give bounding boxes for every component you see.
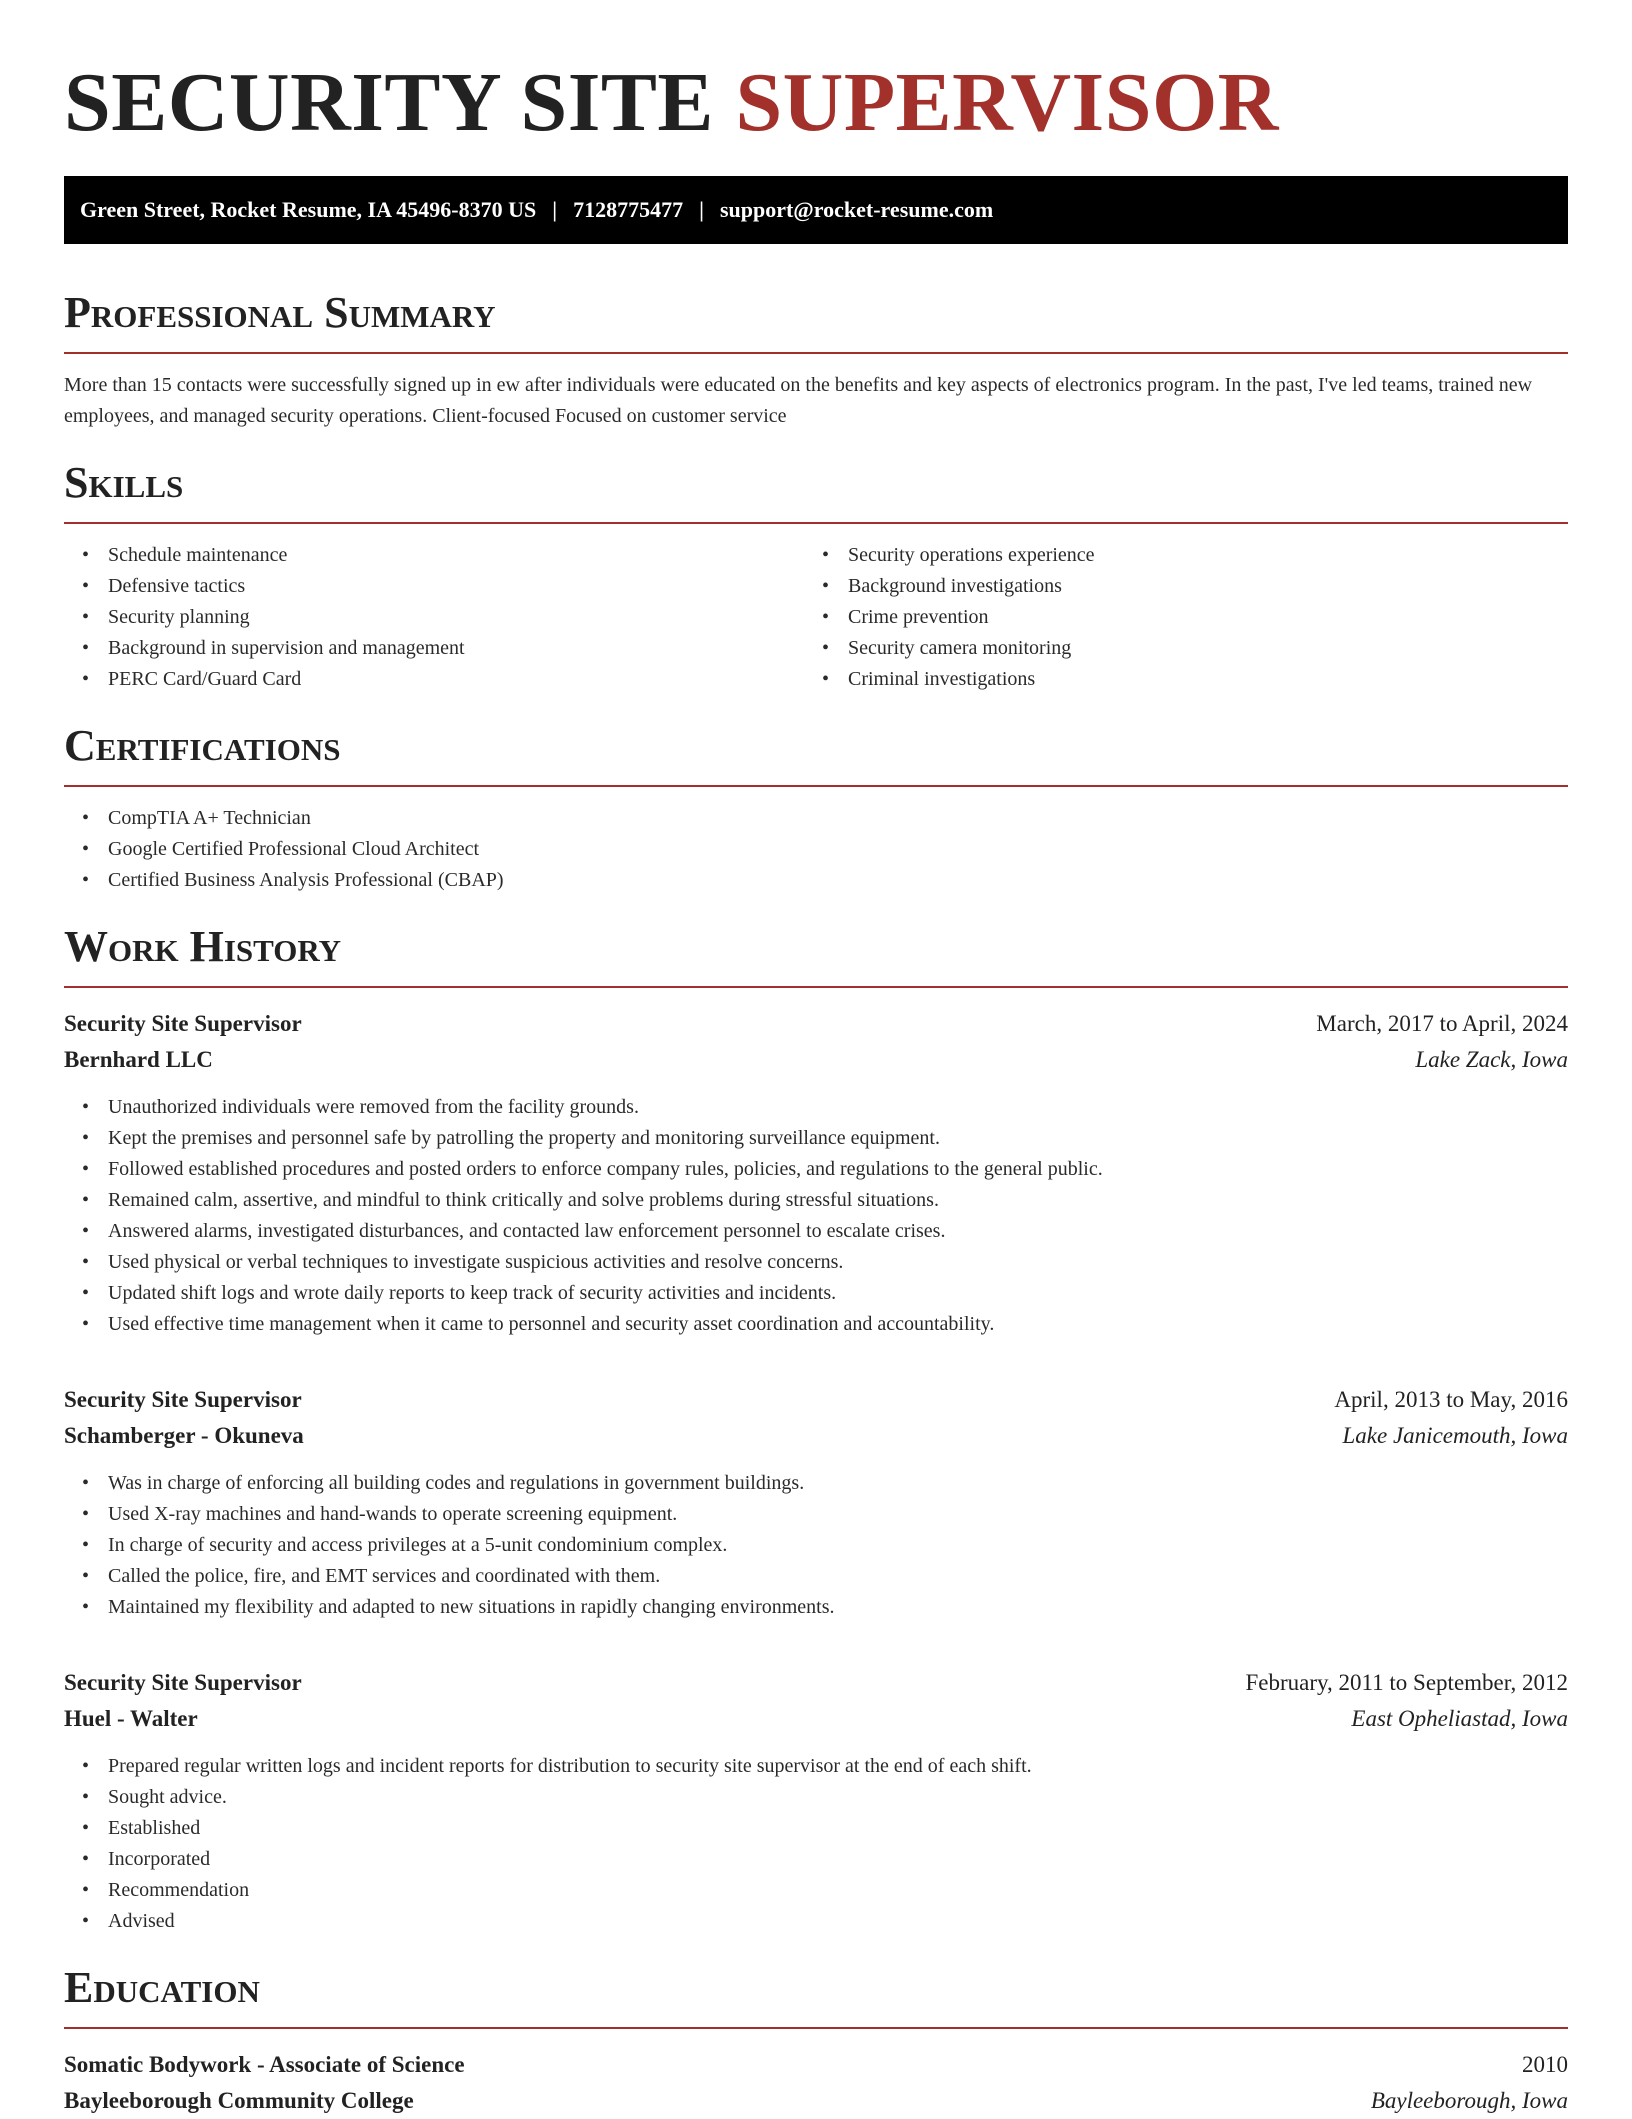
contact-phone: 7128775477 — [573, 197, 684, 222]
resume-page — [64, 0, 1568, 2119]
job-company-row — [64, 1418, 1568, 1454]
skills-grid — [64, 540, 1568, 695]
summary-section — [64, 286, 1568, 432]
resume-name — [64, 0, 1568, 150]
education-school: Bayleeborough Community College — [64, 2088, 414, 2113]
job-bullets — [64, 1751, 1568, 1937]
job-dates: March, 2017 to April, 2024 — [1316, 1011, 1568, 1036]
job-header-row — [64, 1006, 1568, 1042]
job-company: Schamberger - Okuneva — [64, 1423, 304, 1448]
section-title-work-history: Work History — [64, 920, 1568, 988]
job-title: Security Site Supervisor — [64, 1670, 302, 1695]
job-bullet: • Was in charge of enforcing all building codes and regulations in government buildings. — [64, 1468, 1568, 1499]
job-bullet: • Incorporated — [64, 1844, 1568, 1875]
job-entry — [64, 1006, 1568, 1340]
education-school-row — [64, 2083, 1568, 2119]
job-bullet: • Answered alarms, investigated disturbances, and contacted law enforcement personnel to escalate crises. — [64, 1216, 1568, 1247]
job-bullets — [64, 1092, 1568, 1340]
job-bullet: • In charge of security and access privileges at a 5-unit condominium complex. — [64, 1530, 1568, 1561]
name-accent-part: SUPERVISOR — [735, 56, 1279, 149]
skills-list-left — [64, 540, 804, 695]
skill-item: • Security operations experience — [804, 540, 1544, 571]
contact-bar — [64, 176, 1568, 244]
education-entry — [64, 2047, 1568, 2119]
job-bullet: • Called the police, fire, and EMT services and coordinated with them. — [64, 1561, 1568, 1592]
education-location: Bayleeborough, Iowa — [1370, 2088, 1568, 2113]
certification-item: • CompTIA A+ Technician — [64, 803, 1568, 834]
job-location: Lake Janicemouth, Iowa — [1342, 1423, 1568, 1448]
job-title: Security Site Supervisor — [64, 1387, 302, 1412]
name-first-part: SECURITY SITE — [64, 56, 714, 149]
job-bullet: • Advised — [64, 1906, 1568, 1937]
job-dates: April, 2013 to May, 2016 — [1334, 1387, 1568, 1412]
job-bullet: • Unauthorized individuals were removed from the facility grounds. — [64, 1092, 1568, 1123]
section-title-education: Education — [64, 1961, 1568, 2029]
section-title-summary: Professional Summary — [64, 286, 1568, 354]
job-bullet: • Updated shift logs and wrote daily reports to keep track of security activities and incidents. — [64, 1278, 1568, 1309]
section-title-certifications: Certifications — [64, 719, 1568, 787]
job-header-row — [64, 1382, 1568, 1418]
contact-separator: | — [699, 197, 704, 222]
job-bullet: • Remained calm, assertive, and mindful to think critically and solve problems during stressful situations. — [64, 1185, 1568, 1216]
job-title: Security Site Supervisor — [64, 1011, 302, 1036]
job-bullet: • Kept the premises and personnel safe by patrolling the property and monitoring surveillance equipment. — [64, 1123, 1568, 1154]
certification-item: • Certified Business Analysis Professional (CBAP) — [64, 865, 1568, 896]
skill-item: • Crime prevention — [804, 602, 1544, 633]
work-history-section — [64, 920, 1568, 1937]
education-year: 2010 — [1522, 2052, 1568, 2077]
job-company: Bernhard LLC — [64, 1047, 213, 1072]
contact-address: Green Street, Rocket Resume, IA 45496-8370 US — [80, 197, 537, 222]
job-company-row — [64, 1042, 1568, 1078]
job-location: Lake Zack, Iowa — [1415, 1047, 1568, 1072]
certifications-section — [64, 719, 1568, 896]
job-bullet: • Used X-ray machines and hand-wands to operate screening equipment. — [64, 1499, 1568, 1530]
section-title-skills: Skills — [64, 456, 1568, 524]
skills-list-right — [804, 540, 1544, 695]
skill-item: • PERC Card/Guard Card — [64, 664, 804, 695]
contact-email: support@rocket-resume.com — [719, 197, 994, 222]
job-bullet: • Followed established procedures and posted orders to enforce company rules, policies, and regulations to the general public. — [64, 1154, 1568, 1185]
job-dates: February, 2011 to September, 2012 — [1245, 1670, 1568, 1695]
job-entry — [64, 1665, 1568, 1937]
job-company-row — [64, 1701, 1568, 1737]
certifications-list — [64, 803, 1568, 896]
education-degree: Somatic Bodywork - Associate of Science — [64, 2052, 465, 2077]
skill-item: • Background in supervision and management — [64, 633, 804, 664]
job-entry — [64, 1382, 1568, 1623]
certification-item: • Google Certified Professional Cloud Architect — [64, 834, 1568, 865]
job-bullet: • Maintained my flexibility and adapted to new situations in rapidly changing environments. — [64, 1592, 1568, 1623]
job-bullet: • Used physical or verbal techniques to investigate suspicious activities and resolve concerns. — [64, 1247, 1568, 1278]
job-bullets — [64, 1468, 1568, 1623]
summary-text: More than 15 contacts were successfully signed up in ew after individuals were educated on the benefits and key aspects of electronics program. In the past, I've led teams, trained new employees, and managed security operations. Client-focused Focused on customer service — [64, 374, 1533, 427]
job-location: East Opheliastad, Iowa — [1351, 1706, 1568, 1731]
education-section — [64, 1961, 1568, 2119]
skill-item: • Background investigations — [804, 571, 1544, 602]
job-bullet: • Prepared regular written logs and incident reports for distribution to security site supervisor at the end of each shift. — [64, 1751, 1568, 1782]
job-bullet: • Sought advice. — [64, 1782, 1568, 1813]
skill-item: • Schedule maintenance — [64, 540, 804, 571]
skill-item: • Defensive tactics — [64, 571, 804, 602]
job-company: Huel - Walter — [64, 1706, 198, 1731]
job-bullet: • Used effective time management when it came to personnel and security asset coordination and accountability. — [64, 1309, 1568, 1340]
skill-item: • Criminal investigations — [804, 664, 1544, 695]
job-bullet: • Established — [64, 1813, 1568, 1844]
skill-item: • Security camera monitoring — [804, 633, 1544, 664]
skills-section — [64, 456, 1568, 695]
job-bullet: • Recommendation — [64, 1875, 1568, 1906]
education-header-row — [64, 2047, 1568, 2083]
skill-item: • Security planning — [64, 602, 804, 633]
job-header-row — [64, 1665, 1568, 1701]
contact-separator: | — [552, 197, 558, 222]
